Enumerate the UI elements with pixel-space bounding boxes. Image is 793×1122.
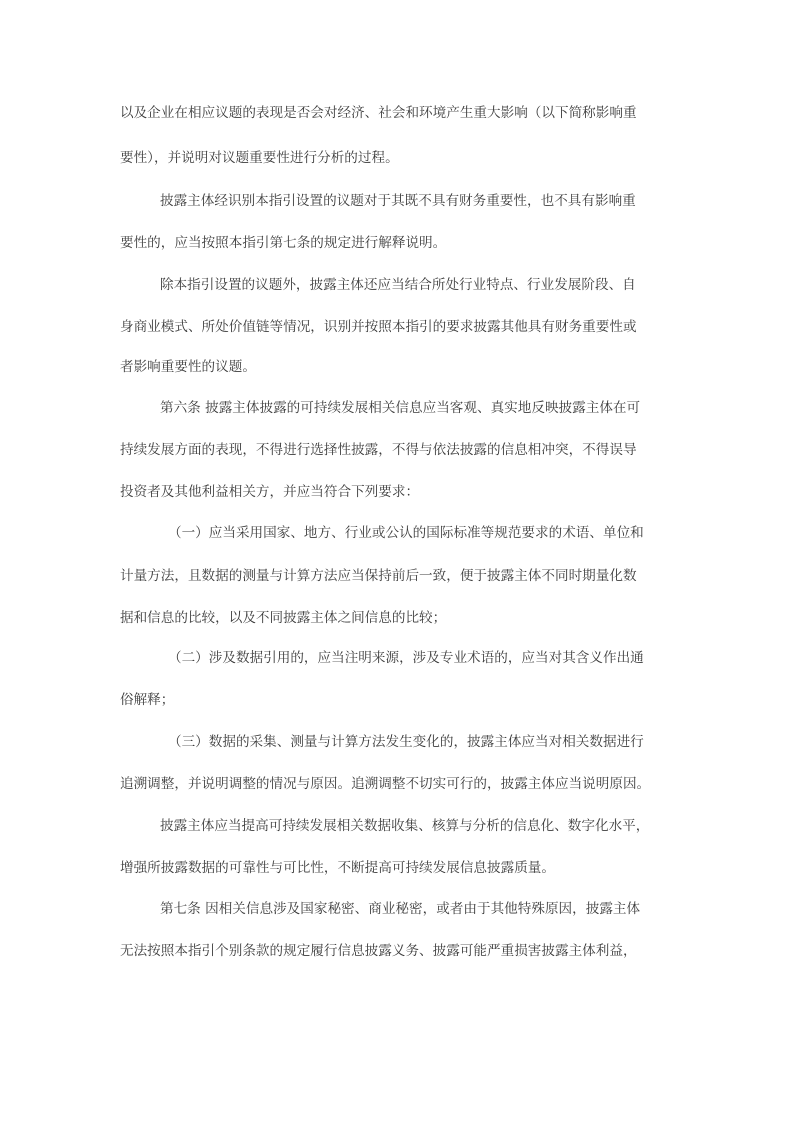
text-line: 持续发展方面的表现，不得进行选择性披露，不得与依法披露的信息相冲突，不得误导	[120, 442, 637, 458]
text-line: 要性），并说明对议题重要性进行分析的过程。	[120, 150, 399, 166]
text-line: 俗解释；	[120, 692, 175, 708]
text-line: 要性的，应当按照本指引第七条的规定进行解释说明。	[120, 235, 447, 251]
text-line: 据和信息的比较，以及不同披露主体之间信息的比较；	[120, 610, 447, 626]
text-line: 除本指引设置的议题外，披露主体还应当结合所处行业特点、行业发展阶段、自	[160, 277, 636, 293]
list-item-1: （一）应当采用国家、地方、行业或公认的国际标准等规范要求的术语、单位和	[168, 525, 644, 541]
text-line: 追溯调整，并说明调整的情况与原因。追溯调整不切实可行的，披露主体应当说明原因。	[120, 776, 651, 792]
list-item-3: （三）数据的采集、测量与计算方法发生变化的，披露主体应当对相关数据进行	[168, 734, 644, 750]
text-line: 增强所披露数据的可靠性与可比性，不断提高可持续发展信息披露质量。	[120, 860, 555, 876]
text-line: 以及企业在相应议题的表现是否会对经济、社会和环境产生重大影响（以下简称影响重	[120, 105, 637, 121]
list-item-2: （二）涉及数据引用的，应当注明来源，涉及专业术语的，应当对其含义作出通	[168, 650, 644, 666]
text-line: 无法按照本指引个别条款的规定履行信息披露义务、披露可能严重损害披露主体利益，	[120, 943, 637, 959]
article-7-heading-line: 第七条 因相关信息涉及国家秘密、商业秘密，或者由于其他特殊原因，披露主体	[160, 901, 641, 917]
text-line: 投资者及其他利益相关方，并应当符合下列要求：	[120, 484, 420, 500]
text-line: 身商业模式、所处价值链等情况，识别并按照本指引的要求披露其他具有财务重要性或	[120, 319, 637, 335]
text-line: 披露主体经识别本指引设置的议题对于其既不具有财务重要性，也不具有影响重	[160, 193, 636, 209]
text-line: 计量方法，且数据的测量与计算方法应当保持前后一致，便于披露主体不同时期量化数	[120, 568, 637, 584]
text-line: 披露主体应当提高可持续发展相关数据收集、核算与分析的信息化、数字化水平，	[160, 818, 650, 834]
text-line: 者影响重要性的议题。	[120, 359, 256, 375]
article-6-heading-line: 第六条 披露主体披露的可持续发展相关信息应当客观、真实地反映披露主体在可	[160, 400, 641, 416]
